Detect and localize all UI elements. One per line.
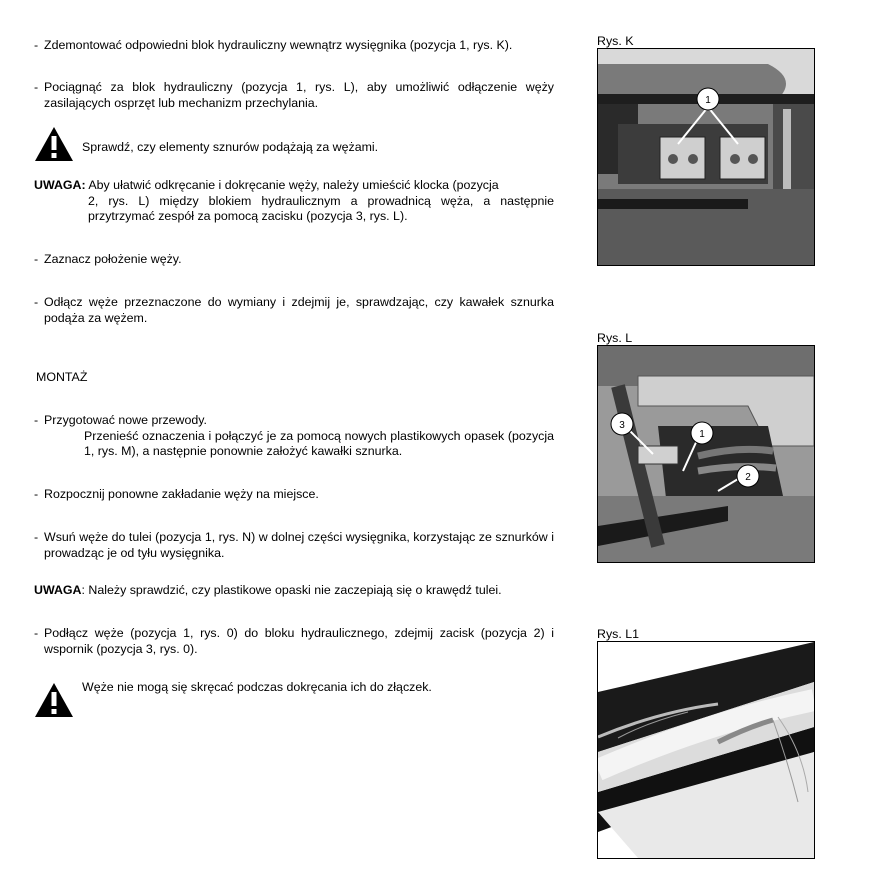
figure-l1-photo bbox=[597, 641, 815, 859]
bullet-dash: - bbox=[34, 626, 39, 640]
bullet-dash: - bbox=[34, 80, 39, 94]
callout-2: 2 bbox=[745, 472, 751, 483]
step-text: Przygotować nowe przewody. bbox=[44, 413, 207, 427]
figure-k-photo bbox=[597, 48, 815, 266]
bullet-dash: - bbox=[34, 38, 39, 52]
note-label: UWAGA bbox=[34, 583, 82, 597]
step-text: Podłącz węże (pozycja 1, rys. 0) do bloku hydraulicznego, zdejmij zacisk (pozycja 2) i wspornik (pozycja 3, rys. 0). bbox=[44, 626, 554, 656]
bullet-dash: - bbox=[34, 487, 39, 501]
note-text: : Należy sprawdzić, czy plastikowe opaski nie zaczepiają się o krawędź tulei. bbox=[81, 583, 502, 597]
step-pull-block bbox=[34, 80, 554, 111]
figure-l-photo bbox=[597, 345, 815, 563]
callout-1: 1 bbox=[705, 95, 711, 106]
step-text: Pociągnąć za blok hydrauliczny (pozycja 1, rys. L), aby umożliwić odłączenie węży zasilających osprzęt lub mechanizm przechylania. bbox=[44, 80, 554, 110]
step-text: Wsuń węże do tulei (pozycja 1, rys. N) w dolnej części wysięgnika, korzystając ze sznurków i prowadząc je od tyłu wysięgnika. bbox=[44, 530, 554, 560]
step-text: Zaznacz położenie węży. bbox=[44, 252, 182, 266]
bullet-dash: - bbox=[34, 413, 39, 427]
note-hose-block bbox=[34, 178, 554, 225]
bullet-dash: - bbox=[34, 295, 39, 309]
step-start-refit bbox=[34, 487, 554, 503]
figure-l1-label: Rys. L1 bbox=[597, 627, 640, 641]
warning-triangle-icon bbox=[34, 682, 74, 718]
step-remove-block bbox=[34, 38, 554, 54]
note-label: UWAGA: bbox=[34, 178, 86, 192]
hoses-in-sleeve-photo bbox=[598, 642, 814, 858]
step-mark-hoses bbox=[34, 252, 554, 268]
figure-l-label: Rys. L bbox=[597, 331, 633, 345]
callout-3: 3 bbox=[619, 420, 625, 431]
section-heading-montaz: MONTAŻ bbox=[36, 370, 88, 384]
callout-1: 1 bbox=[699, 429, 705, 440]
step-text: Rozpocznij ponowne zakładanie węży na miejsce. bbox=[44, 487, 319, 501]
step-text: Odłącz węże przeznaczone do wymiany i zdejmij je, sprawdzając, czy kawałek sznurka podąża za wężem. bbox=[44, 295, 554, 325]
figure-k-label: Rys. K bbox=[597, 34, 634, 48]
hose-guide-photo bbox=[598, 346, 814, 562]
step-insert-hoses bbox=[34, 530, 554, 561]
step-prepare-hoses bbox=[34, 413, 554, 460]
bullet-dash: - bbox=[34, 530, 39, 544]
bullet-dash: - bbox=[34, 252, 39, 266]
warning-text-cords: Sprawdź, czy elementy sznurów podążają za wężami. bbox=[82, 140, 379, 154]
warning-triangle-icon bbox=[34, 126, 74, 162]
step-text-continued: Przenieść oznaczenia i połączyć je za pomocą nowych plastikowych opasek (pozycja 1, rys. M), a następnie ponownie założyć kawałki sznurka. bbox=[84, 428, 554, 458]
note-text-line1: Aby ułatwić odkręcanie i dokręcanie węży, należy umieścić klocka (pozycja bbox=[88, 178, 499, 192]
step-connect-hoses bbox=[34, 626, 554, 657]
warning-text-no-twist: Węże nie mogą się skręcać podczas dokręcania ich do złączek. bbox=[82, 680, 432, 694]
note-text-rest: 2, rys. L) między blokiem hydraulicznym a prowadnicą węża, a następnie przytrzymać zespół za pomocą zacisku (pozycja 3, rys. L). bbox=[88, 193, 554, 223]
step-text: Zdemontować odpowiedni blok hydrauliczny wewnątrz wysięgnika (pozycja 1, rys. K). bbox=[44, 38, 513, 52]
note-plastic-straps bbox=[34, 583, 554, 599]
hydraulic-block-photo bbox=[598, 49, 814, 265]
step-disconnect-hoses bbox=[34, 295, 554, 326]
